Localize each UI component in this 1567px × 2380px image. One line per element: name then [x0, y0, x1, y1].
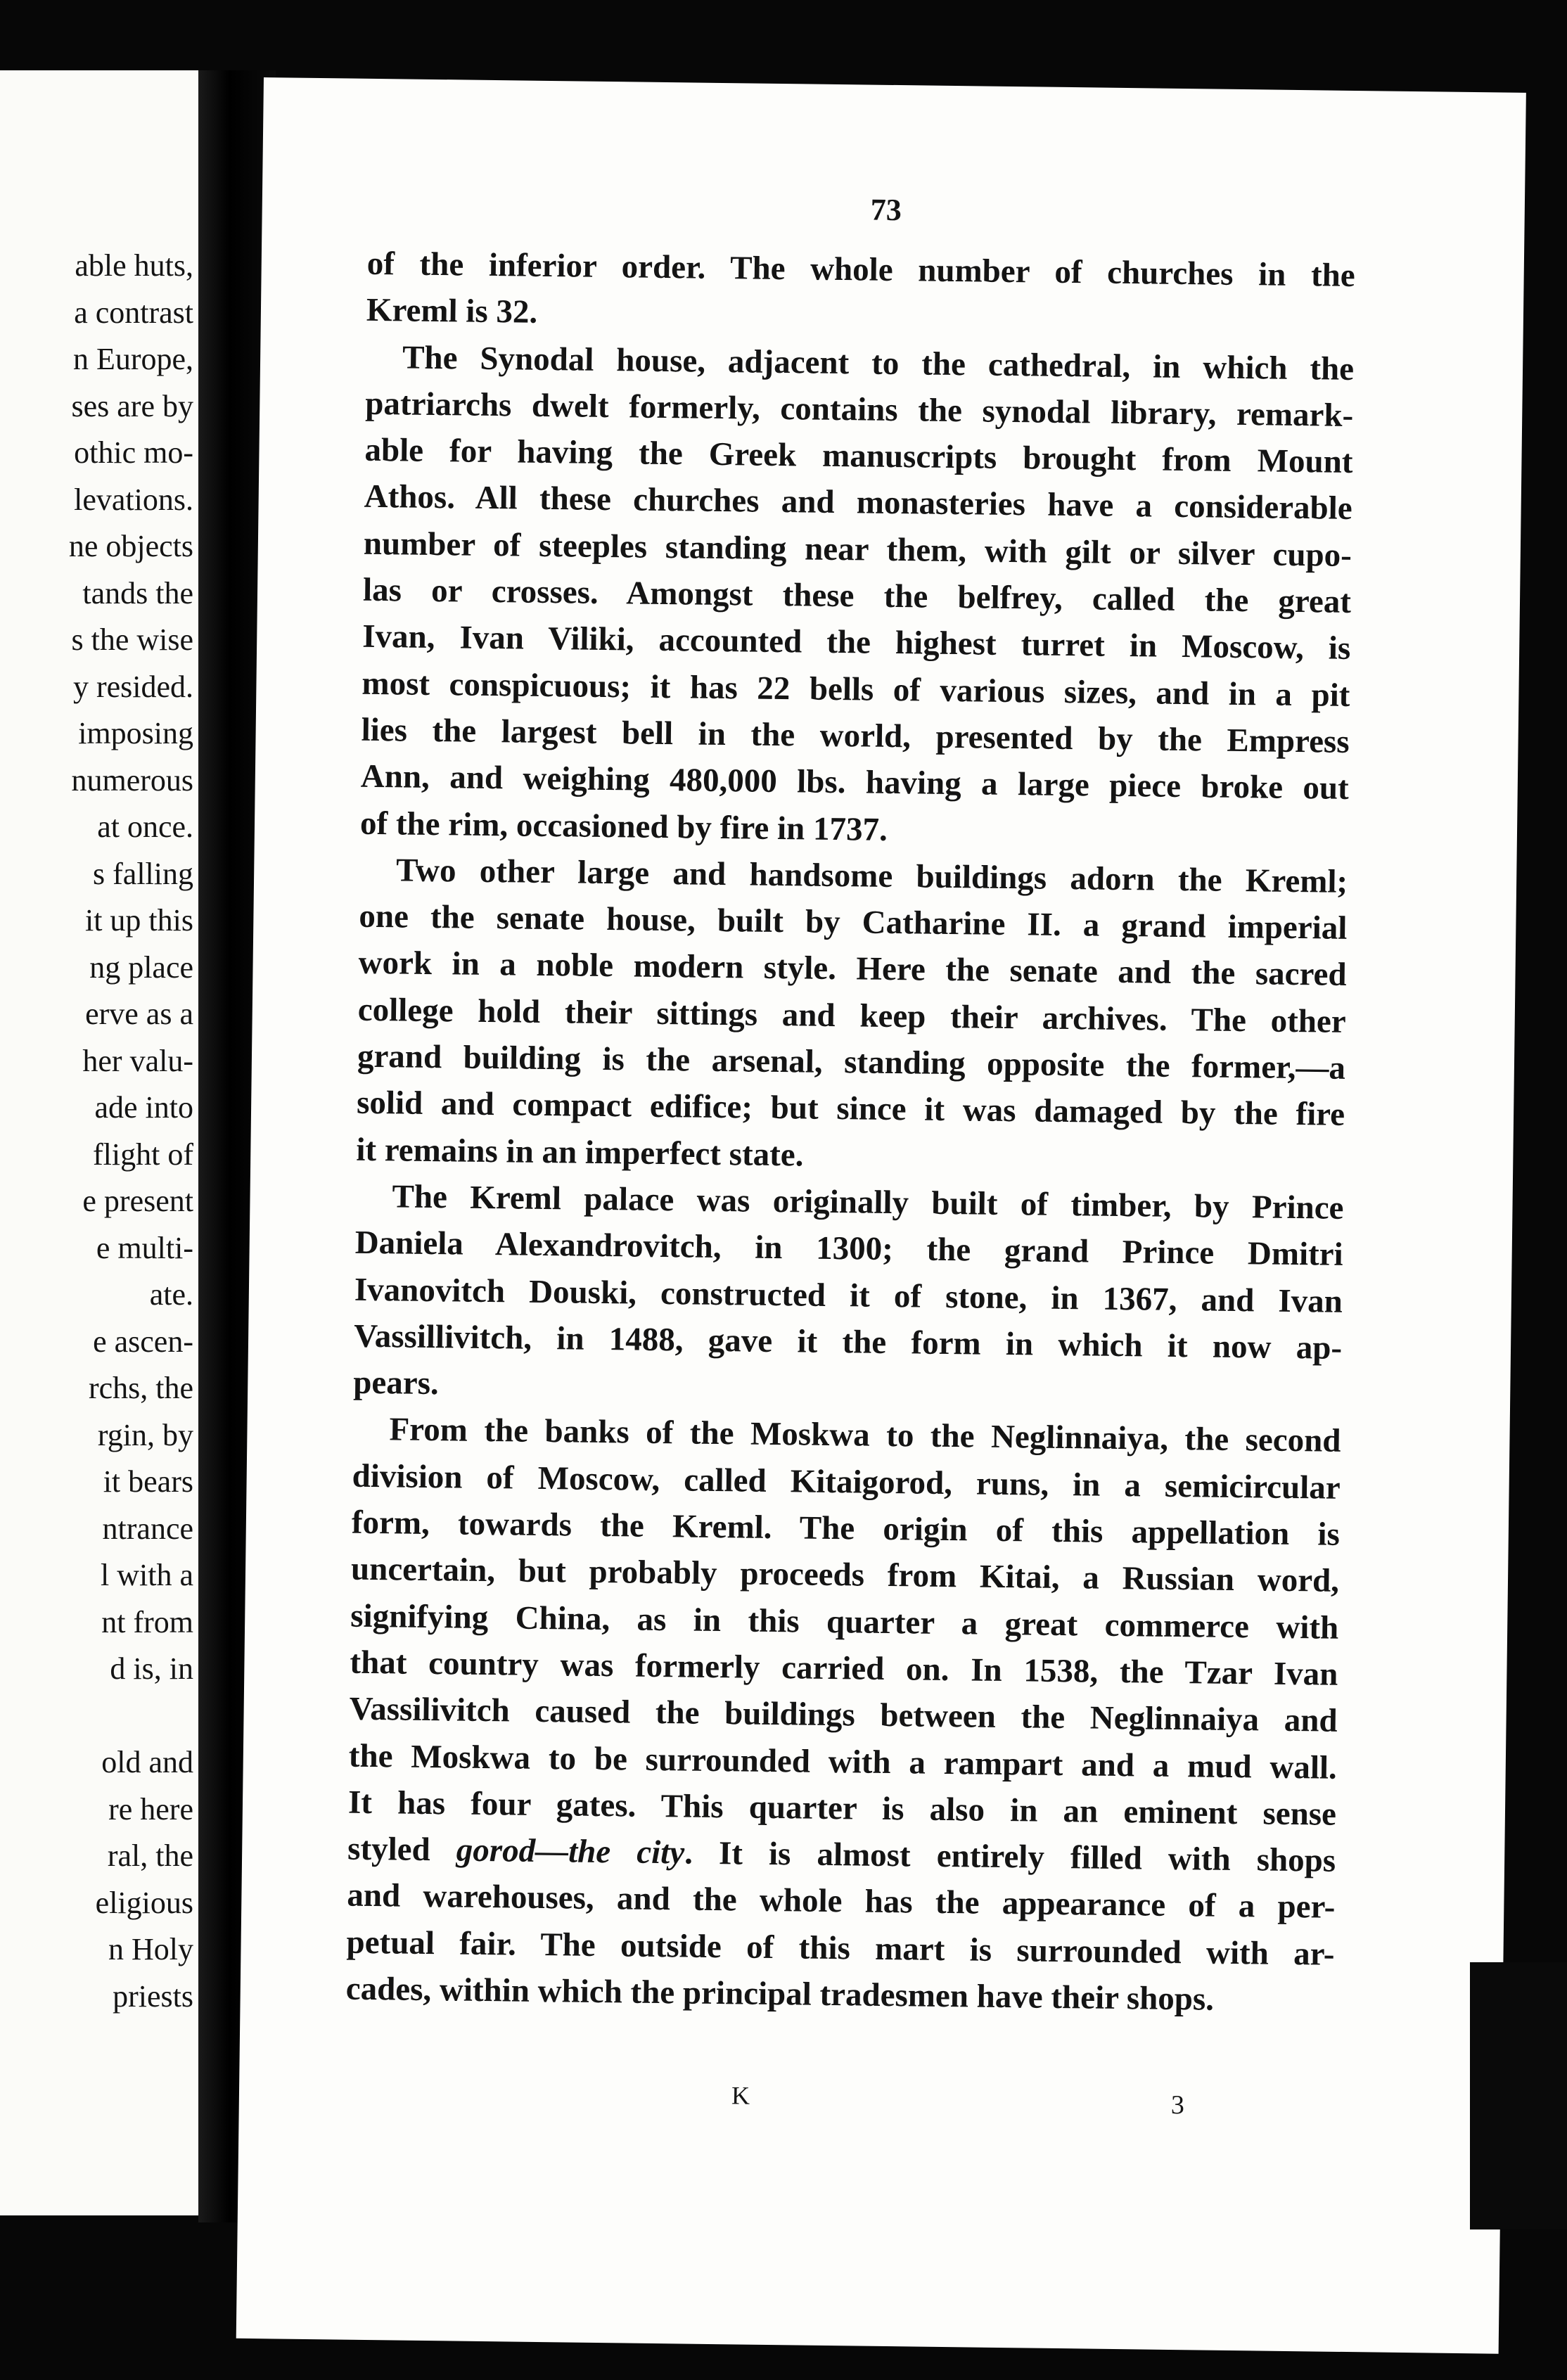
- left-page-line: s falling: [93, 856, 193, 891]
- text-line: The Synodal house, adjacent to the cathedral, in which the: [402, 339, 1355, 388]
- text-line: one the senate house, built by Catharine II. a grand imperial: [359, 897, 1348, 947]
- text-line: Ivanovitch Douski, constructed it of stone, in 1367, and Ivan: [354, 1271, 1343, 1320]
- left-page-line: erve as a: [85, 997, 193, 1031]
- text-line: Ivan, Ivan Viliki, accounted the highest turret in Moscow, is: [362, 618, 1351, 667]
- text-line: of the rim, occasioned by fire in 1737.: [359, 805, 888, 848]
- signature-mark: K: [731, 2081, 750, 2110]
- text-line: Vassilivitch caused the buildings between the Neglinnaiya and: [349, 1690, 1338, 1740]
- left-page-line: rgin, by: [97, 1417, 193, 1452]
- text-line: las or crosses. Amongst these the belfrey, called the great: [362, 571, 1352, 621]
- text-line: that country was formerly carried on. In 1538, the Tzar Ivan: [350, 1644, 1338, 1693]
- text-line: Daniela Alexandrovitch, in 1300; the grand Prince Dmitri: [354, 1224, 1343, 1274]
- text-line: signifying China, as in this quarter a great commerce with: [350, 1597, 1339, 1646]
- left-page-line: [0, 1693, 193, 1740]
- left-page-line: priests: [113, 1978, 193, 2014]
- text-line: Ann, and weighing 480,000 lbs. having a large piece broke out: [360, 758, 1350, 807]
- left-page-line: ng place: [89, 949, 193, 985]
- text-line: of the inferior order. The whole number of churches in the: [366, 245, 1355, 294]
- text-line: cades, within which the principal tradesmen have their shops.: [345, 1970, 1215, 2018]
- left-page-line: her valu-: [82, 1043, 193, 1078]
- left-page-line: nt from: [101, 1604, 193, 1639]
- left-page-line: rchs, the: [88, 1371, 193, 1405]
- text-line: It has four gates. This quarter is also in an eminent sense: [347, 1784, 1337, 1833]
- left-page-line: numerous: [71, 762, 193, 798]
- text-line: work in a noble modern style. Here the senate and the sacred: [358, 945, 1347, 994]
- text-line: division of Moscow, called Kitaigorod, runs, in a semicircular: [352, 1457, 1341, 1506]
- scan-edge: [1470, 1962, 1567, 2229]
- left-page-line: levations.: [74, 482, 193, 517]
- text-line: patriarchs dwelt formerly, contains the synodal library, remark-: [365, 385, 1354, 434]
- left-page-line: ne objects: [68, 529, 193, 563]
- text-line: pears.: [353, 1364, 440, 1402]
- left-page-line: y resided.: [72, 669, 193, 704]
- left-page-line: e present: [82, 1184, 193, 1218]
- left-page-line: able huts,: [75, 248, 193, 283]
- left-page-line: ntrance: [102, 1511, 193, 1546]
- text-line: Two other large and handsome buildings adorn the Kreml;: [395, 852, 1348, 900]
- left-page-line: n Holy: [108, 1932, 193, 1966]
- text-line: uncertain, but probably proceeds from Kitai, a Russian word,: [350, 1550, 1340, 1600]
- left-page-line: tands the: [82, 575, 193, 610]
- left-page-line: it up this: [84, 903, 193, 938]
- text-line: grand building is the arsenal, standing opposite the former,—a: [357, 1037, 1346, 1087]
- left-page-line: e multi-: [96, 1230, 193, 1265]
- left-page-line: ses are by: [71, 388, 193, 423]
- left-page-line: d is, in: [110, 1651, 193, 1686]
- left-page-line: othic mo-: [74, 435, 193, 470]
- left-page-line: n Europe,: [72, 342, 193, 376]
- text-line: it remains in an imperfect state.: [356, 1131, 804, 1174]
- text-line: college hold their sittings and keep their archives. The other: [357, 991, 1347, 1040]
- left-page-line: re here: [108, 1791, 193, 1826]
- text-line: lies the largest bell in the world, presented by the Empress: [361, 711, 1350, 760]
- text-line: the Moskwa to be surrounded with a rampart and a mud wall.: [348, 1737, 1338, 1786]
- left-page-line: flight of: [93, 1137, 193, 1172]
- left-page-line: ade into: [94, 1090, 193, 1125]
- text-line: styled gorod—the city. It is almost entirely filled with shops: [347, 1830, 1336, 1879]
- left-page-line: at once.: [97, 810, 193, 844]
- left-page-line: a contrast: [74, 295, 193, 330]
- text-line: form, towards the Kreml. The origin of this appellation is: [351, 1504, 1341, 1553]
- text-line: From the banks of the Moskwa to the Neglinnaiya, the second: [389, 1411, 1341, 1460]
- text-line: Kreml is 32.: [366, 292, 538, 331]
- left-page-line: imposing: [78, 716, 193, 750]
- text-line: solid and compact edifice; but since it was damaged by the fire: [356, 1085, 1345, 1134]
- page-body-text: [345, 241, 1355, 2024]
- text-line: Vassillivitch, in 1488, gave it the form in which it now ap-: [353, 1317, 1343, 1367]
- text-line: Athos. All these churches and monasteries have a considerable: [364, 478, 1352, 527]
- catchword: 3: [1170, 2090, 1185, 2120]
- left-page-line: eligious: [95, 1885, 193, 1920]
- right-page: [236, 77, 1526, 2354]
- text-line: and warehouses, and the whole has the appearance of a per-: [347, 1877, 1336, 1926]
- left-page: [0, 70, 198, 2215]
- text-line: most conspicuous; it has 22 bells of various sizes, and in a pit: [362, 665, 1350, 714]
- left-page-line: s the wise: [71, 622, 193, 657]
- left-page-line: it bears: [103, 1464, 193, 1499]
- page-number: 73: [870, 192, 902, 228]
- text-line: able for having the Greek manuscripts brought from Mount: [364, 431, 1353, 481]
- text-line: number of steeples standing near them, with gilt or silver cupo-: [363, 525, 1352, 574]
- left-page-line: e ascen-: [93, 1324, 193, 1359]
- text-line: The Kreml palace was originally built of timber, by Prince: [392, 1178, 1344, 1227]
- left-page-line: old and: [101, 1745, 193, 1779]
- left-page-line: ate.: [149, 1277, 193, 1312]
- text-line: petual fair. The outside of this mart is surrounded with ar-: [346, 1924, 1335, 1973]
- left-page-line: ral, the: [107, 1838, 193, 1873]
- left-page-text: [0, 243, 193, 2020]
- left-page-line: l with a: [101, 1558, 193, 1592]
